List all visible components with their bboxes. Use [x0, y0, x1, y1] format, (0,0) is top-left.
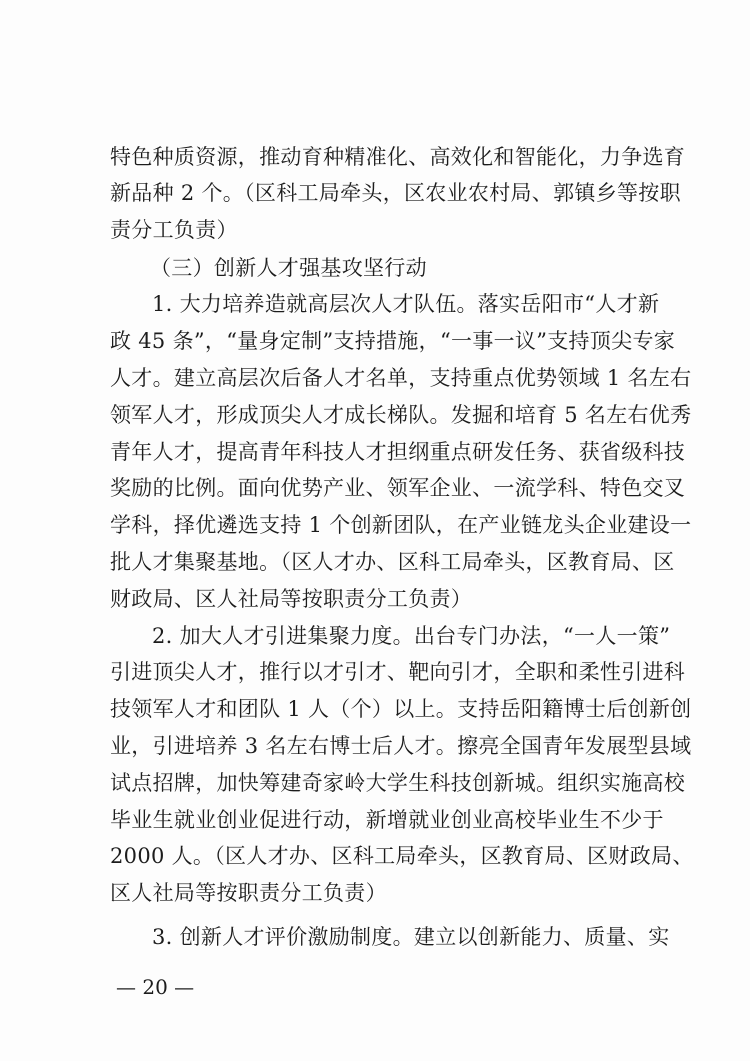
paragraph-line: 2. 加大人才引进集聚力度。出台专门办法，“一人一策”	[152, 624, 671, 648]
paragraph-line: 3. 创新人才评价激励制度。建立以创新能力、质量、实	[152, 925, 670, 949]
paragraph-line: 人才。建立高层次后备人才名单，支持重点优势领域 1 名左右	[110, 366, 692, 390]
paragraph-line: 1. 大力培养造就高层次人才队伍。落实岳阳市“人才新	[152, 292, 660, 316]
paragraph-line: 毕业生就业创业促进行动，新增就业创业高校毕业生不少于	[110, 808, 664, 832]
paragraph-line: 新品种 2 个。（区科工局牵头，区农业农村局、郭镇乡等按职	[110, 181, 681, 205]
paragraph-line: 财政局、区人社局等按职责分工负责）	[110, 587, 473, 611]
paragraph-line: 业，引进培养 3 名左右博士后人才。擦亮全国青年发展型县域	[110, 734, 692, 758]
paragraph-line: 青年人才，提高青年科技人才担纲重点研发任务、获省级科技	[110, 440, 686, 464]
paragraph-line: 引进顶尖人才，推行以才引才、靶向引才，全职和柔性引进科	[110, 660, 686, 684]
paragraph-line: 2000 人。（区人才办、区科工局牵头，区教育局、区财政局、	[110, 844, 694, 868]
paragraph-line: 责分工负责）	[110, 218, 238, 242]
paragraph-line: 学科，择优遴选支持 1 个创新团队，在产业链龙头企业建设一	[110, 513, 692, 537]
section-heading: （三）创新人才强基攻坚行动	[150, 256, 427, 280]
paragraph-line: 特色种质资源，推动育种精准化、高效化和智能化，力争选育	[110, 145, 686, 169]
page-number: — 20 —	[116, 975, 195, 999]
paragraph-line: 政 45 条”，“量身定制”支持措施，“一事一议”支持顶尖专家	[110, 329, 676, 353]
paragraph-line: 试点招牌，加快筹建奇家岭大学生科技创新城。组织实施高校	[110, 771, 686, 795]
paragraph-line: 奖励的比例。面向优势产业、领军企业、一流学科、特色交叉	[110, 476, 686, 500]
paragraph-line: 领军人才，形成顶尖人才成长梯队。发掘和培育 5 名左右优秀	[110, 403, 692, 427]
paragraph-line: 批人才集聚基地。（区人才办、区科工局牵头，区教育局、区	[110, 550, 675, 574]
paragraph-line: 技领军人才和团队 1 人（个）以上。支持岳阳籍博士后创新创	[110, 697, 692, 721]
paragraph-line: 区人社局等按职责分工负责）	[110, 881, 387, 905]
